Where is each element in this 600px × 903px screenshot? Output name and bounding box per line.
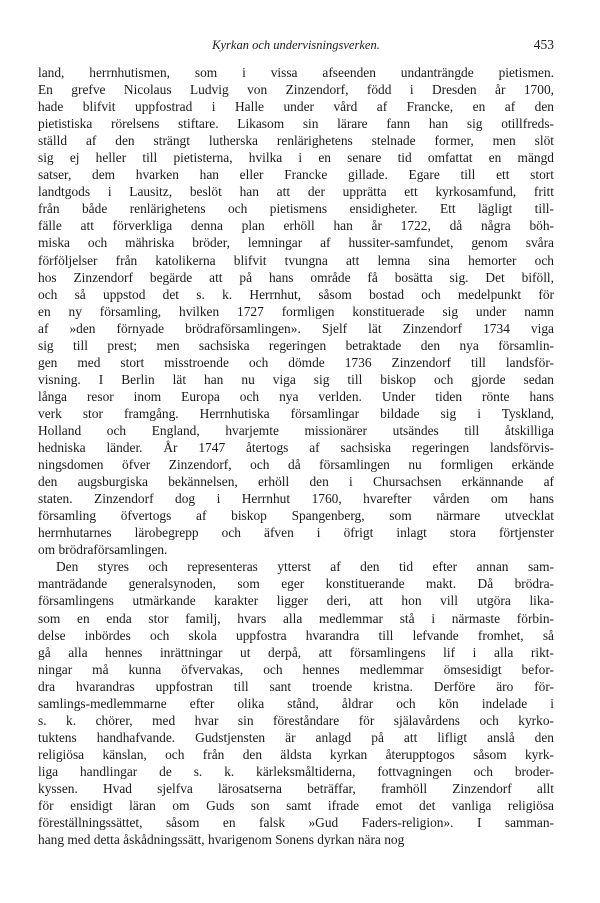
body-text — [38, 64, 554, 848]
text-line: kyssen. Hvad sjelfva lärosatserna beträffar, framhöll Zinzendorf allt — [38, 780, 554, 796]
text-line: förföljelser från katolikerna blifvit tvungna att lemna sina hemorter och — [38, 252, 554, 268]
running-title: Kyrkan och undervisningsverken. — [212, 38, 380, 52]
paragraph — [38, 558, 554, 848]
text-line: tuktens handhafvande. Gudstjensten är anlagd på att lifligt anslå den — [38, 729, 554, 745]
text-line: landtgods i Lausitz, beslöt han att der upprätta ett kyrkosamfund, fritt — [38, 184, 554, 200]
text-line: gå alla hennes inrättningar ut derpå, att församlingens lif i alla rikt- — [38, 644, 554, 660]
text-line: om brödraförsamlingen. — [38, 542, 168, 558]
text-line: ningsdomen öfver Zinzendorf, och då församlingen nu formligen erkände — [38, 457, 554, 473]
text-line: församlingens utmärkande karakter ligger deri, att hon vill utgöra lika- — [38, 593, 554, 609]
text-line: föreställningssättet, såsom en falsk »Gud Faders-religion». I samman- — [38, 815, 554, 831]
text-line: visning. I Berlin lät han nu viga sig till biskop och gjorde sedan — [38, 371, 554, 387]
text-line: Holland och England, hvarjemte missionärer utsändes till åtskilliga — [38, 422, 554, 438]
text-line: miska och mähriska bröder, lemningar af hussiter-samfundet, genom svåra — [38, 235, 554, 251]
text-line: från både renlärighetens och pietismens ensidigheter. Ett lägligt till- — [38, 201, 554, 217]
text-line: och så uppstod det s. k. Herrnhut, såsom bostad och medelpunkt för — [38, 286, 554, 302]
text-line: ningar må kunna öfvervakas, och hennes medlemmar ömsesidigt befor- — [38, 661, 554, 677]
text-line: af »den förnyade brödraförsamlingen». Sjelf lät Zinzendorf 1734 viga — [38, 320, 554, 336]
text-line: hade blifvit uppfostrad i Halle under vård af Francke, en af den — [38, 99, 554, 115]
text-line: hos Zinzendorf begärde att på hans område få bosätta sig. Det biföll, — [38, 269, 554, 285]
text-line: sig till prest; men sachsiska regeringen betraktade den nya församlin- — [38, 337, 554, 353]
text-line: samlings-medlemmarne efter olika stånd, åldrar och kön indelade i — [38, 695, 554, 711]
text-line: herrnhutarnes lärobegrepp och äfven i öfrigt inlagt stora förtjenster — [38, 525, 554, 541]
text-line: för ensidigt läran om Guds son samt ifrade emot det vanliga religiösa — [38, 798, 554, 814]
text-line: staten. Zinzendorf dog i Herrnhut 1760, hvarefter vården om hans — [38, 491, 554, 507]
text-line: pietistiska rörelsens stiftare. Likasom sin lärare fann han sig otillfreds- — [38, 116, 554, 132]
text-line: En grefve Nicolaus Ludvig von Zinzendorf, född i Dresden år 1700, — [38, 82, 554, 98]
text-line: liga handlingar de s. k. kärleksmåltiderna, fottvagningen och broder- — [38, 763, 554, 779]
text-line: religiösa känslan, och från den äldsta kyrkan återupptogos såsom kyrk- — [38, 746, 554, 762]
text-line: fälle att förverkliga denna plan erhöll han år 1722, då några böh- — [38, 218, 554, 234]
paragraph — [38, 64, 554, 558]
text-line: hedniska länder. År 1747 återtogs af sachsiska regeringen landsförvis- — [38, 440, 554, 456]
book-page — [38, 38, 554, 848]
text-line: satser, dem hvarken han eller Francke gillade. Egare till ett stort — [38, 167, 554, 183]
text-line: manträdande generalsynoden, som eger konstituerande makt. Då brödra- — [38, 576, 554, 592]
text-line: dra hvarandras uppfostran till sant troende kristna. Derföre äro för- — [38, 678, 554, 694]
text-line: en ny församling, hvilken 1727 formligen konstituerade sig under namn — [38, 303, 554, 319]
text-line: hang med detta åskådningssätt, hvarigenom Sonens dyrkan nära nog — [38, 832, 405, 848]
text-line: ställd af den strängt lutherska renlärighetens stelnade former, men slöt — [38, 133, 554, 149]
text-line: långa resor inom Europa och nya verlden. Under tiden rönte hans — [38, 388, 554, 404]
text-line: s. k. chörer, med hvar sin föreståndare för själavårdens och kyrko- — [38, 712, 554, 728]
text-line: Den styres och representeras ytterst af den tid efter annan sam- — [56, 559, 554, 575]
text-line: församling öfvertogs af biskop Spangenberg, som närmare utvecklat — [38, 508, 554, 524]
text-line: sig ej heller till pietisterna, hvilka i en senare tid omfattat en mängd — [38, 150, 554, 166]
text-line: verk stor framgång. Herrnhutiska församlingar bildade sig i Tyskland, — [38, 405, 554, 421]
running-header — [38, 38, 554, 60]
text-line: som en enda stor familj, hvars alla medlemmar stå i närmaste förbin- — [38, 610, 554, 626]
text-line: land, herrnhutismen, som i vissa afseenden undanträngde pietismen. — [38, 65, 554, 80]
page-number: 453 — [533, 37, 554, 52]
text-line: gen med stort misstroende och dömde 1736 Zinzendorf till landsför- — [38, 354, 554, 370]
text-line: den augsburgiska bekännelsen, erhöll den i Chursachsen erkännande af — [38, 474, 554, 490]
text-line: delse inbördes och skola uppfostra hvarandra till lefvande fromhet, så — [38, 627, 554, 643]
